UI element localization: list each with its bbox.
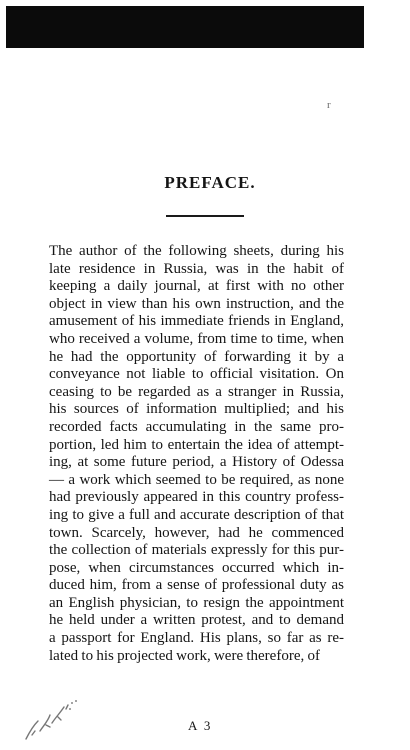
body-line: town. Scarcely, however, had he commenced <box>49 524 344 541</box>
body-line: a passport for England. His plans, so far as re- <box>49 630 344 647</box>
handwritten-annotation <box>20 695 90 745</box>
body-line: amusement of his immediate friends in England, <box>49 313 344 330</box>
body-line: keeping a daily journal, at first with no other <box>49 278 344 295</box>
body-line: who received a volume, from time to time, when <box>49 330 344 347</box>
body-line: the collection of materials expressly for this pur- <box>49 542 344 559</box>
body-line: had previously appeared in this country profess- <box>49 489 344 506</box>
body-line: recorded facts accumulating in the same pro- <box>49 418 344 435</box>
body-line: ing to give a full and accurate description of that <box>49 506 344 523</box>
body-line: he held under a written protest, and to demand <box>49 612 344 629</box>
body-line: pose, when circumstances occurred which in- <box>49 559 344 576</box>
body-line: lated to his projected work, were therefore, of <box>49 647 320 664</box>
body-line: portion, led him to entertain the idea of attempt- <box>49 436 344 453</box>
signature-mark: A 3 <box>188 718 213 733</box>
scan-black-bar <box>6 6 364 48</box>
body-line: The author of the following sheets, during his <box>49 243 344 259</box>
title-rule <box>166 215 244 217</box>
page-corner-mark: r <box>327 99 332 111</box>
body-line: he had the opportunity of forwarding it by a <box>49 348 344 365</box>
body-line: his sources of information multiplied; and his <box>49 401 344 418</box>
page-title: PREFACE. <box>164 173 256 192</box>
body-line: late residence in Russia, was in the habit of <box>49 260 344 277</box>
body-line: object in view than his own instruction, and the <box>49 295 344 312</box>
preface-body <box>49 243 344 665</box>
body-line: ceasing to be regarded as a stranger in Russia, <box>49 383 344 400</box>
body-line: conveyance not liable to official visitation. On <box>49 366 344 383</box>
body-line: duced him, from a sense of professional duty as <box>49 577 344 594</box>
body-line: — a work which seemed to be required, as none <box>49 471 344 488</box>
body-line: an English physician, to resign the appointment <box>49 594 344 611</box>
body-line: ing, at some future period, a History of Odessa <box>49 454 344 471</box>
